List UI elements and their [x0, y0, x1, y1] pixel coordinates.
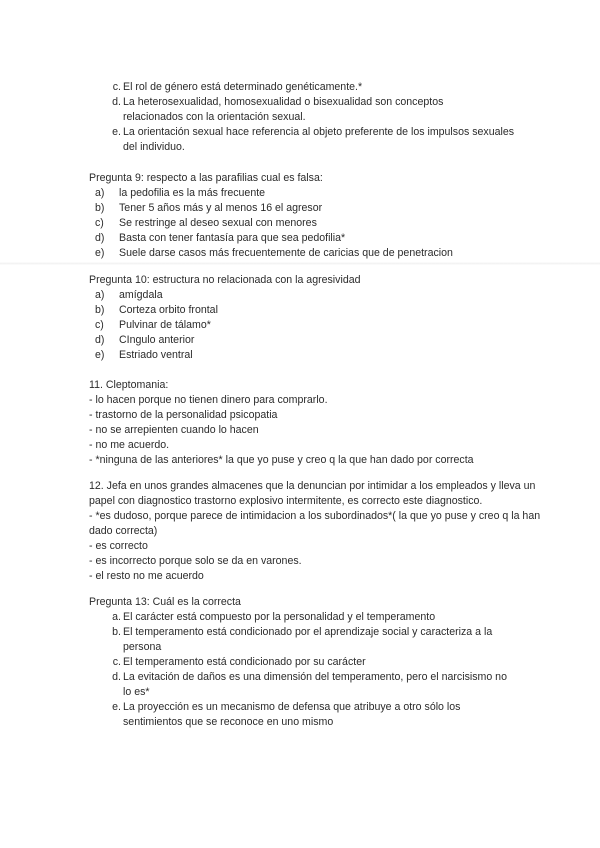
question-12 — [89, 479, 541, 584]
option-marker: e) — [95, 349, 105, 361]
option-text: El temperamento está condicionado por el aprendizaje social y caracteriza a la persona — [123, 626, 493, 653]
q9-option-a — [89, 186, 529, 201]
option-text: Pulvinar de tálamo* — [119, 319, 211, 331]
question-13 — [89, 595, 529, 730]
q13-option-a — [89, 610, 529, 625]
option-text: El carácter está compuesto por la personalidad y el temperamento — [123, 611, 436, 623]
option-text: La evitación de daños es una dimensión del temperamento, pero el narcisismo no lo es* — [123, 671, 507, 698]
option-text: Suele darse casos más frecuentemente de caricias que de penetracion — [119, 247, 453, 259]
option-marker: d) — [95, 232, 105, 244]
option-marker: c. — [112, 81, 121, 93]
q13-option-b — [89, 625, 529, 655]
option-c — [89, 80, 529, 95]
q11-answer-line: - no se arrepienten cuando lo hacen — [89, 424, 259, 436]
q11-answer-line: - trastorno de la personalidad psicopatia — [89, 409, 278, 421]
q9-option-d — [89, 231, 529, 246]
option-text: CIngulo anterior — [119, 334, 195, 346]
q12-answer-line: - es incorrecto porque solo se da en varones. — [89, 555, 302, 567]
q11-answer-line: - no me acuerdo. — [89, 439, 170, 451]
option-d — [89, 95, 529, 125]
q13-option-e — [89, 700, 529, 730]
q11-answer-line: - *ninguna de las anteriores* la que yo puse y creo q la que han dado por correcta — [89, 454, 474, 466]
q10-option-e — [89, 348, 529, 363]
option-marker: b) — [95, 202, 105, 214]
page-seam — [0, 262, 600, 265]
question-11-title: 11. Cleptomania: — [89, 379, 169, 391]
option-text: La heterosexualidad, homosexualidad o bisexualidad son conceptos relacionados con la orientación sexual. — [123, 96, 444, 123]
option-marker: a. — [112, 611, 121, 623]
option-text: Basta con tener fantasía para que sea pedofilia* — [119, 232, 346, 244]
previous-question-options — [89, 80, 529, 155]
q9-option-c — [89, 216, 529, 231]
option-text: La orientación sexual hace referencia al objeto preferente de los impulsos sexuales del individuo. — [123, 126, 515, 153]
question-10 — [89, 273, 529, 363]
option-marker: b. — [112, 626, 121, 638]
option-text: Estriado ventral — [119, 349, 193, 361]
question-12-title: 12. Jefa en unos grandes almacenes que la denuncian por intimidar a los empleados y lleva un papel con diagnostico trastorno explosivo intermitente, es correcto este diagnostico. — [89, 480, 536, 507]
option-text: amígdala — [119, 289, 163, 301]
option-marker: c) — [95, 217, 104, 229]
option-text: El rol de género está determinado genéticamente.* — [123, 81, 363, 93]
option-marker: e. — [112, 126, 121, 138]
option-text: La proyección es un mecanismo de defensa que atribuye a otro sólo los sentimientos que se reconoce en uno mismo — [123, 701, 461, 728]
q10-option-a — [89, 288, 529, 303]
question-10-title: Pregunta 10: estructura no relacionada con la agresividad — [89, 274, 361, 286]
q12-answer-line: - *es dudoso, porque parece de intimidacion a los subordinados*( la que yo puse y creo q la han dado correcta) — [89, 510, 541, 537]
q12-answer-line: - el resto no me acuerdo — [89, 570, 204, 582]
q10-option-b — [89, 303, 529, 318]
option-text: Tener 5 años más y al menos 16 el agresor — [119, 202, 323, 214]
option-marker: d. — [112, 671, 121, 683]
q12-answer-line: - es correcto — [89, 540, 148, 552]
q9-option-e — [89, 246, 529, 261]
option-text: Corteza orbito frontal — [119, 304, 218, 316]
q13-option-c — [89, 655, 529, 670]
q9-option-b — [89, 201, 529, 216]
option-text: la pedofilia es la más frecuente — [119, 187, 266, 199]
question-13-title: Pregunta 13: Cuál es la correcta — [89, 596, 241, 608]
option-marker: d) — [95, 334, 105, 346]
q10-option-c — [89, 318, 529, 333]
option-marker: e) — [95, 247, 105, 259]
option-text: El temperamento está condicionado por su carácter — [123, 656, 366, 668]
q11-answer-line: - lo hacen porque no tienen dinero para comprarlo. — [89, 394, 328, 406]
q13-option-d — [89, 670, 529, 700]
question-9 — [89, 171, 529, 261]
option-marker: c. — [112, 656, 121, 668]
option-marker: a) — [95, 187, 105, 199]
option-marker: b) — [95, 304, 105, 316]
q10-option-d — [89, 333, 529, 348]
option-marker: e. — [112, 701, 121, 713]
option-e — [89, 125, 529, 155]
option-text: Se restringe al deseo sexual con menores — [119, 217, 317, 229]
question-11 — [89, 378, 529, 468]
option-marker: a) — [95, 289, 105, 301]
option-marker: c) — [95, 319, 104, 331]
option-marker: d. — [112, 96, 121, 108]
question-9-title: Pregunta 9: respecto a las parafilias cual es falsa: — [89, 172, 323, 184]
